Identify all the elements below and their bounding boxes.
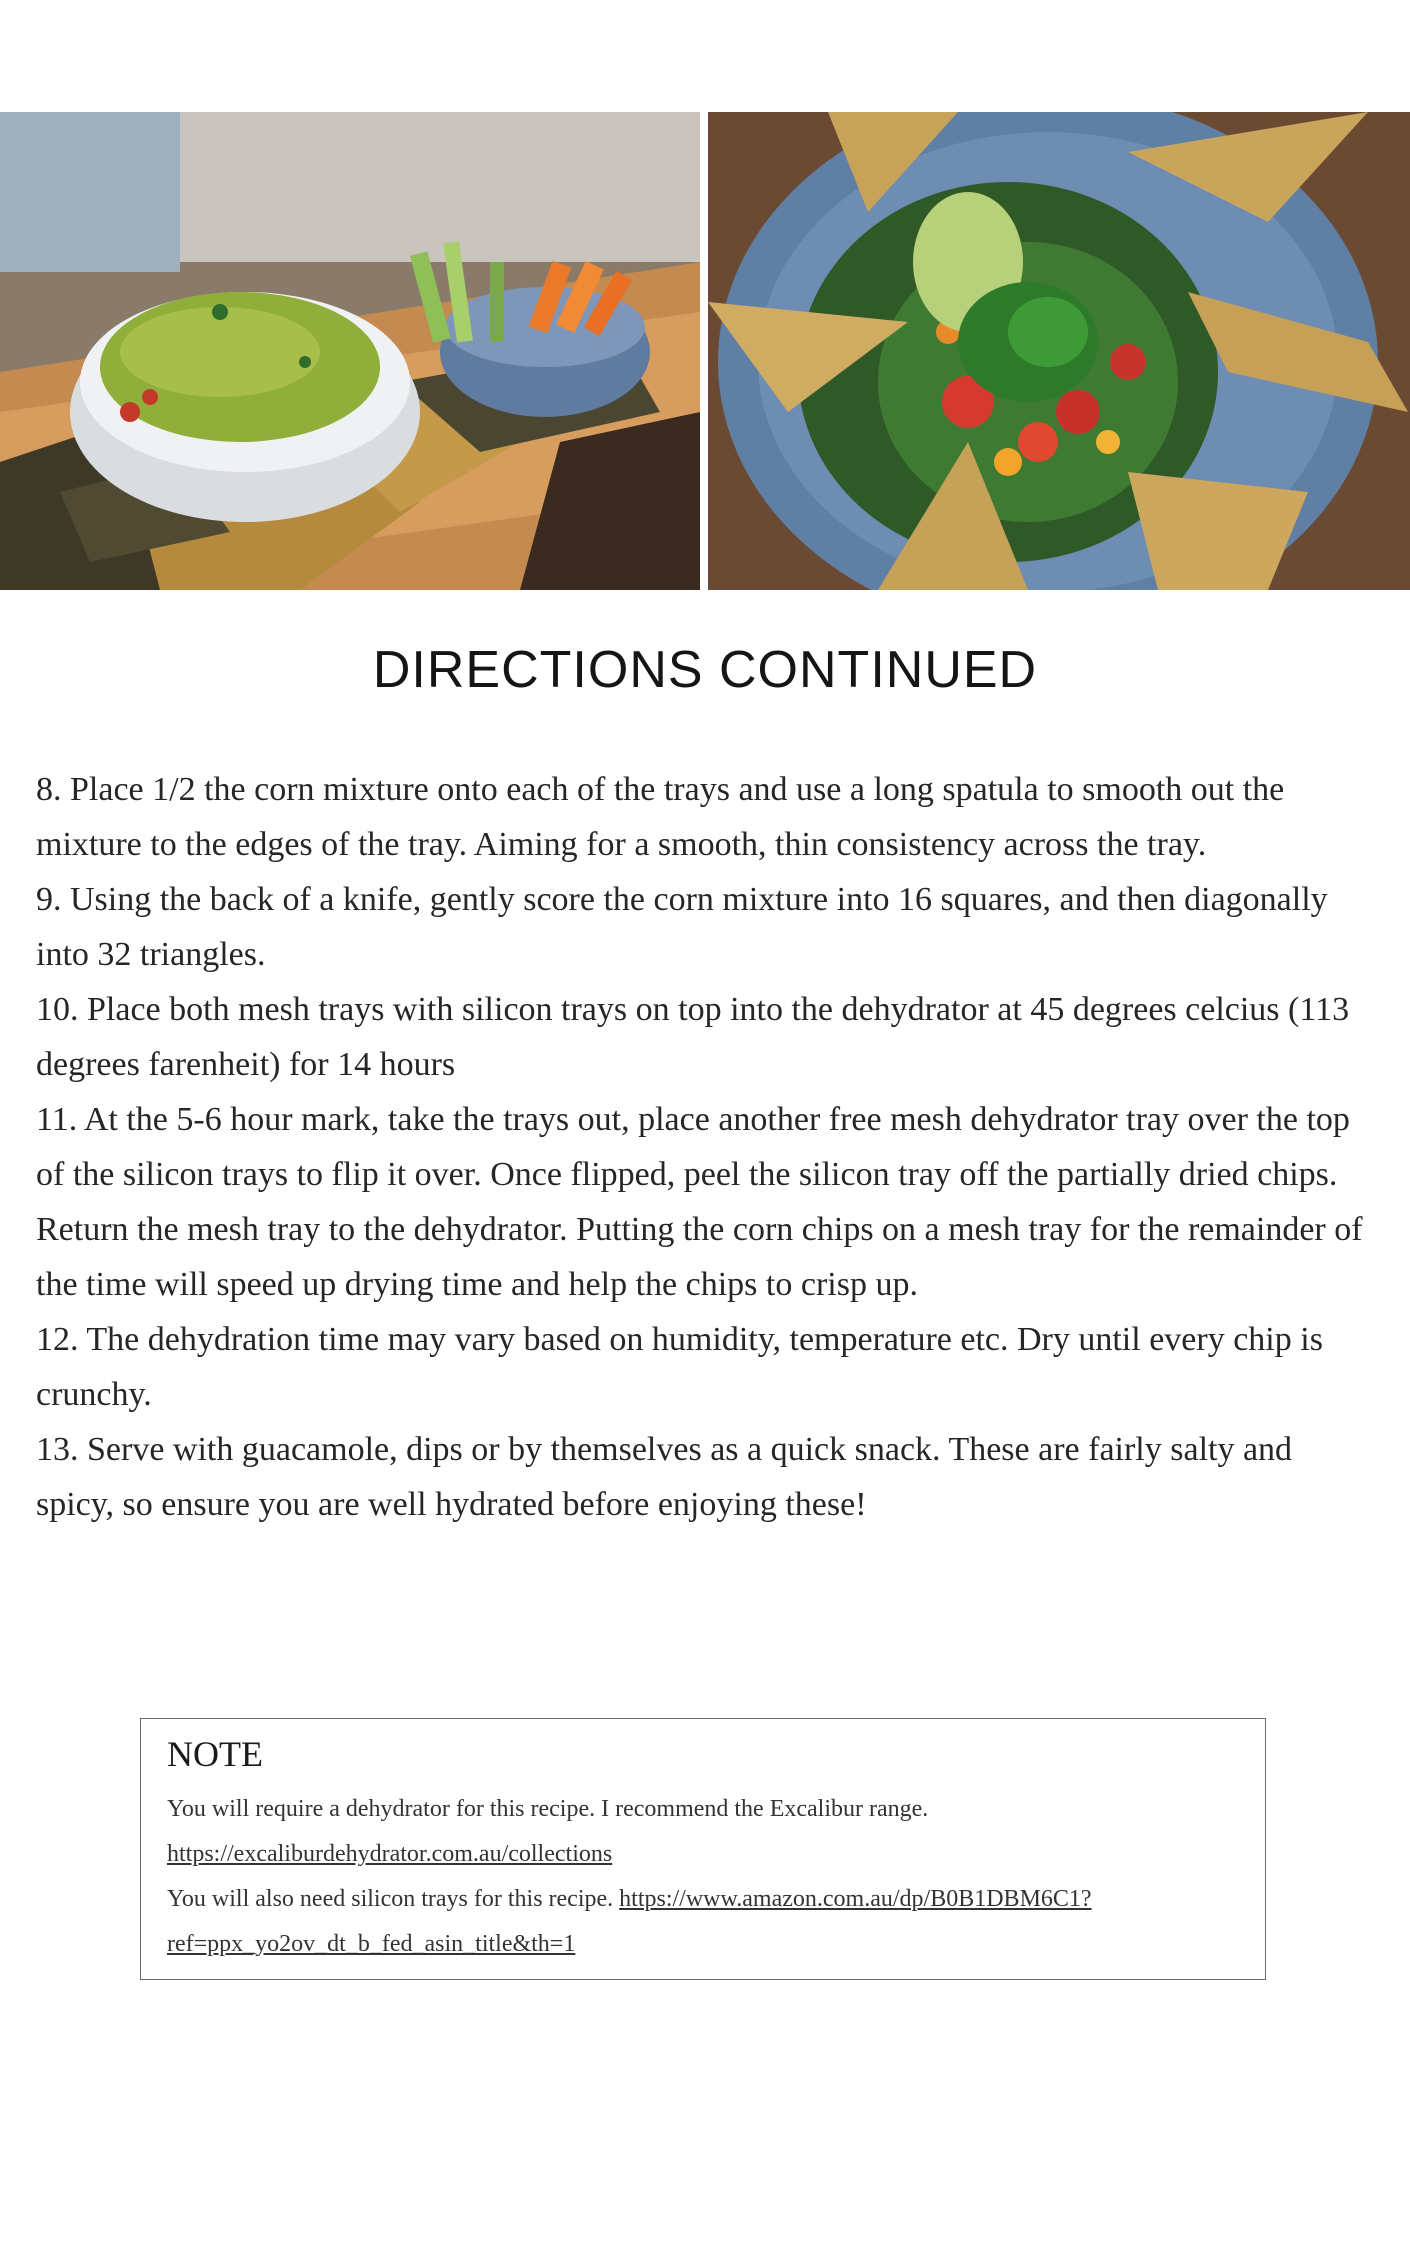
direction-step: 9. Using the back of a knife, gently score the corn mixture into 16 squares, and then diagonally into 32 triangles. — [36, 881, 1328, 973]
direction-step: 11. At the 5-6 hour mark, take the trays out, place another free mesh dehydrator tray over the top of the silicon trays to flip it over. Once flipped, peel the silicon tray off the partially dried chips. Return the mesh tray to the dehydrator. Putting the corn chips on a mesh tray for the remainder of the time will speed up drying time and help the chips to crisp up. — [36, 1101, 1363, 1303]
direction-step: 8. Place 1/2 the corn mixture onto each of the trays and use a long spatula to smooth out the mixture to the edges of the tray. Aiming for a smooth, thin consistency across the tray. — [36, 771, 1285, 863]
note-text-dehydrator: You will require a dehydrator for this recipe. I recommend the Excalibur range. — [167, 1796, 929, 1822]
page-title: DIRECTIONS CONTINUED — [372, 641, 1038, 699]
note-body — [167, 1787, 1239, 1967]
directions-list — [36, 762, 1376, 1532]
photo-strip — [0, 112, 1410, 590]
excalibur-link[interactable]: https://excaliburdehydrator.com.au/collections — [167, 1841, 613, 1867]
direction-step: 10. Place both mesh trays with silicon trays on top into the dehydrator at 45 degrees celcius (113 degrees farenheit) for 14 hours — [36, 991, 1350, 1083]
note-text-trays: You will also need silicon trays for this recipe. — [167, 1886, 614, 1912]
direction-step: 12. The dehydration time may vary based on humidity, temperature etc. Dry until every chip is crunchy. — [36, 1321, 1323, 1413]
amazon-link[interactable]: https://www.amazon.com.au/dp/B0B1DBM6C1?ref=ppx_yo2ov_dt_b_fed_asin_title&th=1 — [167, 1886, 1092, 1957]
note-heading: NOTE — [167, 1734, 263, 1774]
guacamole-chips-photo — [0, 112, 700, 590]
direction-step: 13. Serve with guacamole, dips or by themselves as a quick snack. These are fairly salty and spicy, so ensure you are well hydrated before enjoying these! — [36, 1431, 1293, 1523]
note-box — [140, 1718, 1266, 1980]
salad-bowl-photo — [708, 112, 1410, 590]
